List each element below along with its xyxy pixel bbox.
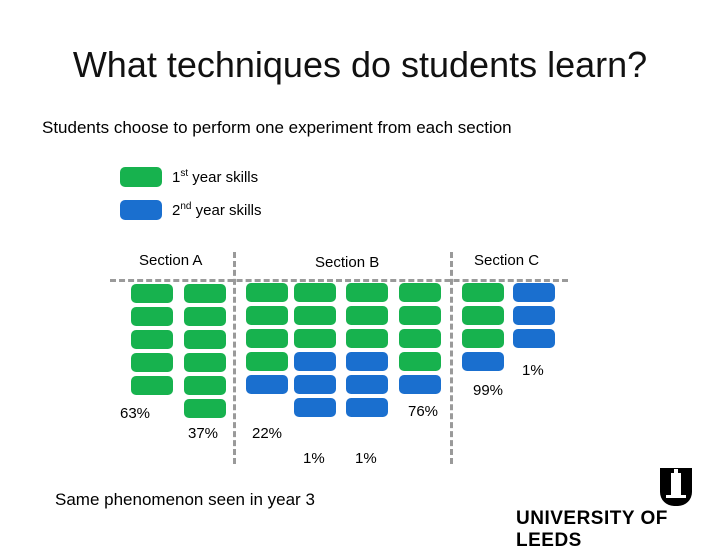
top-baseline — [110, 279, 568, 282]
university-logo-text: UNIVERSITY OF LEEDS — [516, 508, 668, 551]
experiment-block-first-year — [184, 376, 226, 395]
pct-b1: 22% — [252, 425, 283, 442]
pct-b3: 1% — [355, 450, 377, 467]
experiment-block-second-year — [346, 352, 388, 371]
experiment-block-first-year — [131, 330, 173, 349]
experiment-block-second-year — [513, 283, 555, 302]
experiment-block-first-year — [184, 284, 226, 303]
experiment-block-first-year — [246, 352, 288, 371]
experiment-block-first-year — [131, 284, 173, 303]
experiment-block-second-year — [346, 375, 388, 394]
experiment-block-second-year — [346, 398, 388, 417]
experiment-block-second-year — [294, 375, 336, 394]
slide-title: What techniques do students learn? — [72, 44, 648, 85]
experiment-block-second-year — [294, 398, 336, 417]
legend-first-year — [120, 167, 258, 187]
section-a-label: Section A — [139, 252, 203, 269]
section-b-label: Section B — [315, 254, 380, 271]
pct-a1: 63% — [120, 405, 151, 422]
experiment-block-first-year — [346, 329, 388, 348]
experiment-block-first-year — [131, 307, 173, 326]
experiment-block-second-year — [246, 375, 288, 394]
experiment-block-second-year — [399, 375, 441, 394]
experiment-block-first-year — [399, 352, 441, 371]
footer-note: Same phenomenon seen in year 3 — [55, 490, 315, 509]
experiment-block-first-year — [462, 306, 504, 325]
experiment-block-first-year — [184, 353, 226, 372]
legend-swatch-green — [120, 167, 162, 187]
experiment-block-first-year — [294, 283, 336, 302]
pct-b4: 76% — [408, 403, 439, 420]
experiment-block-first-year — [131, 376, 173, 395]
experiment-block-first-year — [346, 283, 388, 302]
experiment-block-first-year — [184, 330, 226, 349]
experiment-block-first-year — [246, 306, 288, 325]
experiment-block-second-year — [513, 306, 555, 325]
pct-c1: 99% — [473, 382, 504, 399]
legend-label-first-year: 1st year skills — [172, 168, 259, 186]
experiment-block-first-year — [294, 306, 336, 325]
experiment-block-first-year — [184, 307, 226, 326]
pct-a2: 37% — [188, 425, 219, 442]
experiment-block-first-year — [462, 283, 504, 302]
experiment-block-first-year — [346, 306, 388, 325]
experiment-block-first-year — [184, 399, 226, 418]
experiment-block-first-year — [294, 329, 336, 348]
experiment-block-second-year — [513, 329, 555, 348]
slide-subtitle: Students choose to perform one experiment from each section — [42, 118, 512, 137]
divider-a-b — [233, 252, 236, 464]
experiment-block-first-year — [399, 329, 441, 348]
legend-label-second-year: 2nd year skills — [172, 201, 262, 219]
section-c-label: Section C — [474, 252, 540, 269]
pct-c2: 1% — [522, 362, 544, 379]
experiment-block-first-year — [246, 283, 288, 302]
leeds-crest-logo — [660, 468, 692, 506]
legend-second-year — [120, 200, 261, 220]
experiment-block-first-year — [399, 306, 441, 325]
experiment-block-first-year — [399, 283, 441, 302]
experiment-block-first-year — [131, 353, 173, 372]
experiment-block-second-year — [294, 352, 336, 371]
experiment-block-second-year — [462, 352, 504, 371]
divider-b-c — [450, 252, 453, 464]
pct-b2: 1% — [303, 450, 325, 467]
experiment-block-first-year — [462, 329, 504, 348]
experiment-block-first-year — [246, 329, 288, 348]
legend-swatch-blue — [120, 200, 162, 220]
